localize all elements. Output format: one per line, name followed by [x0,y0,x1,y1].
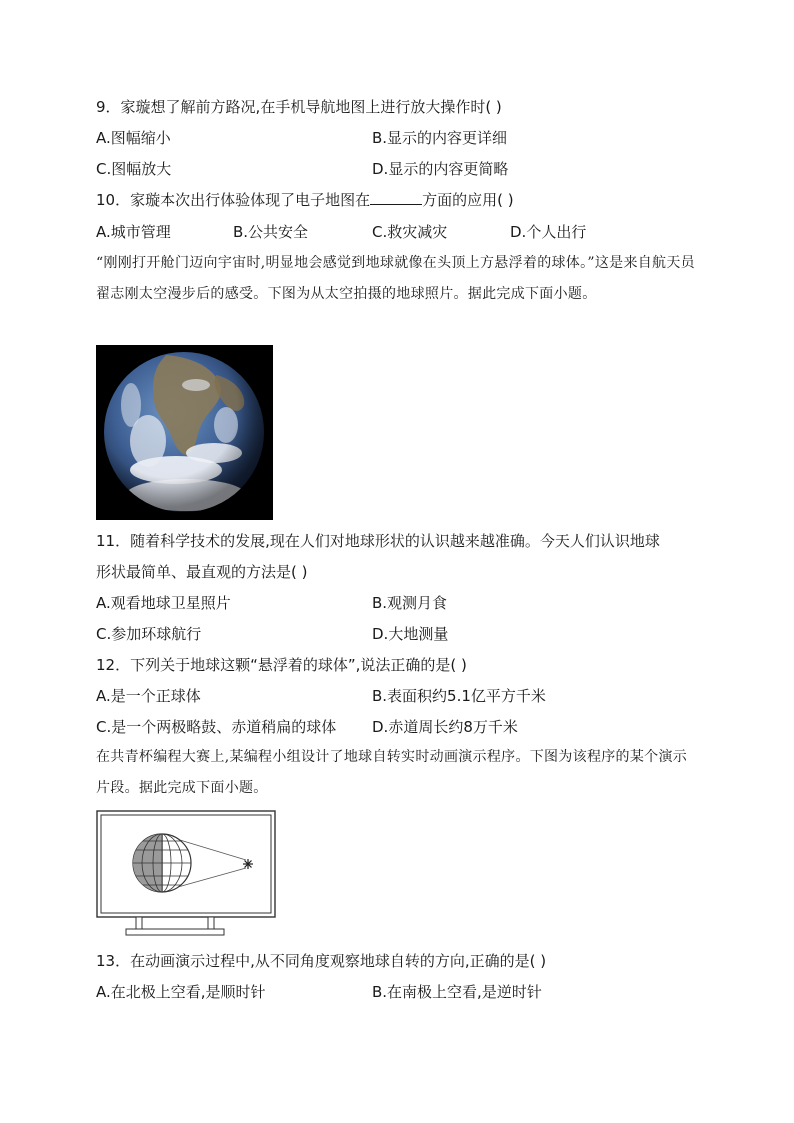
question-12-stem: 12．下列关于地球这颗“悬浮着的球体”,说法正确的是( ) [96,656,467,674]
q12-option-b: B.表面积约5.1亿平方千米 [372,687,546,705]
q11-option-b: B.观测月食 [372,594,448,612]
q13-option-b: B.在南极上空看,是逆时针 [372,983,542,1001]
q10-blank [370,190,422,205]
q9-option-a: A.图幅缩小 [96,129,171,147]
question-11-stem-line2: 形状最简单、最直观的方法是( ) [96,563,308,581]
q12-option-d: D.赤道周长约8万千米 [372,718,518,736]
passage-astronaut: “刚刚打开舱门迈向宇宙时,明显地会感觉到地球就像在头顶上方悬浮着的球体。”这是来自航天员翟志刚太空漫步后的感受。下图为从太空拍摄的地球照片。据此完成下面小题。 [96,255,695,302]
q11-option-a: A.观看地球卫星照片 [96,594,231,612]
question-9-stem: 9．家璇想了解前方路况,在手机导航地图上进行放大操作时( ) [96,98,502,116]
q10-option-b: B.公共安全 [233,223,309,241]
monitor-globe-diagram [96,810,278,940]
q10-option-c: C.救灾减灾 [372,223,448,241]
earth-from-space-photo [96,345,273,520]
q10-option-a: A.城市管理 [96,223,171,241]
q11-option-d: D.大地测量 [372,625,449,643]
question-10-stem [96,190,514,210]
q10-stem-after: 方面的应用( ) [422,191,514,209]
q13-option-a: A.在北极上空看,是顺时针 [96,983,266,1001]
q9-option-c: C.图幅放大 [96,160,172,178]
question-13-stem: 13．在动画演示过程中,从不同角度观察地球自转的方向,正确的是( ) [96,952,547,970]
q12-option-c: C.是一个两极略鼓、赤道稍扁的球体 [96,718,337,736]
question-11-stem-line1: 11．随着科学技术的发展,现在人们对地球形状的认识越来越准确。今天人们认识地球 [96,532,660,550]
q9-option-d: D.显示的内容更简略 [372,160,509,178]
passage-programming: 在共青杯编程大赛上,某编程小组设计了地球自转实时动画演示程序。下图为该程序的某个演示片段。据此完成下面小题。 [96,749,688,796]
rotation-animation-figure [96,810,278,940]
q12-option-a: A.是一个正球体 [96,687,201,705]
q10-stem-before: 10．家璇本次出行体验体现了电子地图在 [96,191,371,209]
earth-globe-image [96,345,273,520]
q10-option-d: D.个人出行 [510,223,587,241]
q11-option-c: C.参加环球航行 [96,625,202,643]
q9-option-b: B.显示的内容更详细 [372,129,508,147]
sun-icon [243,859,253,869]
